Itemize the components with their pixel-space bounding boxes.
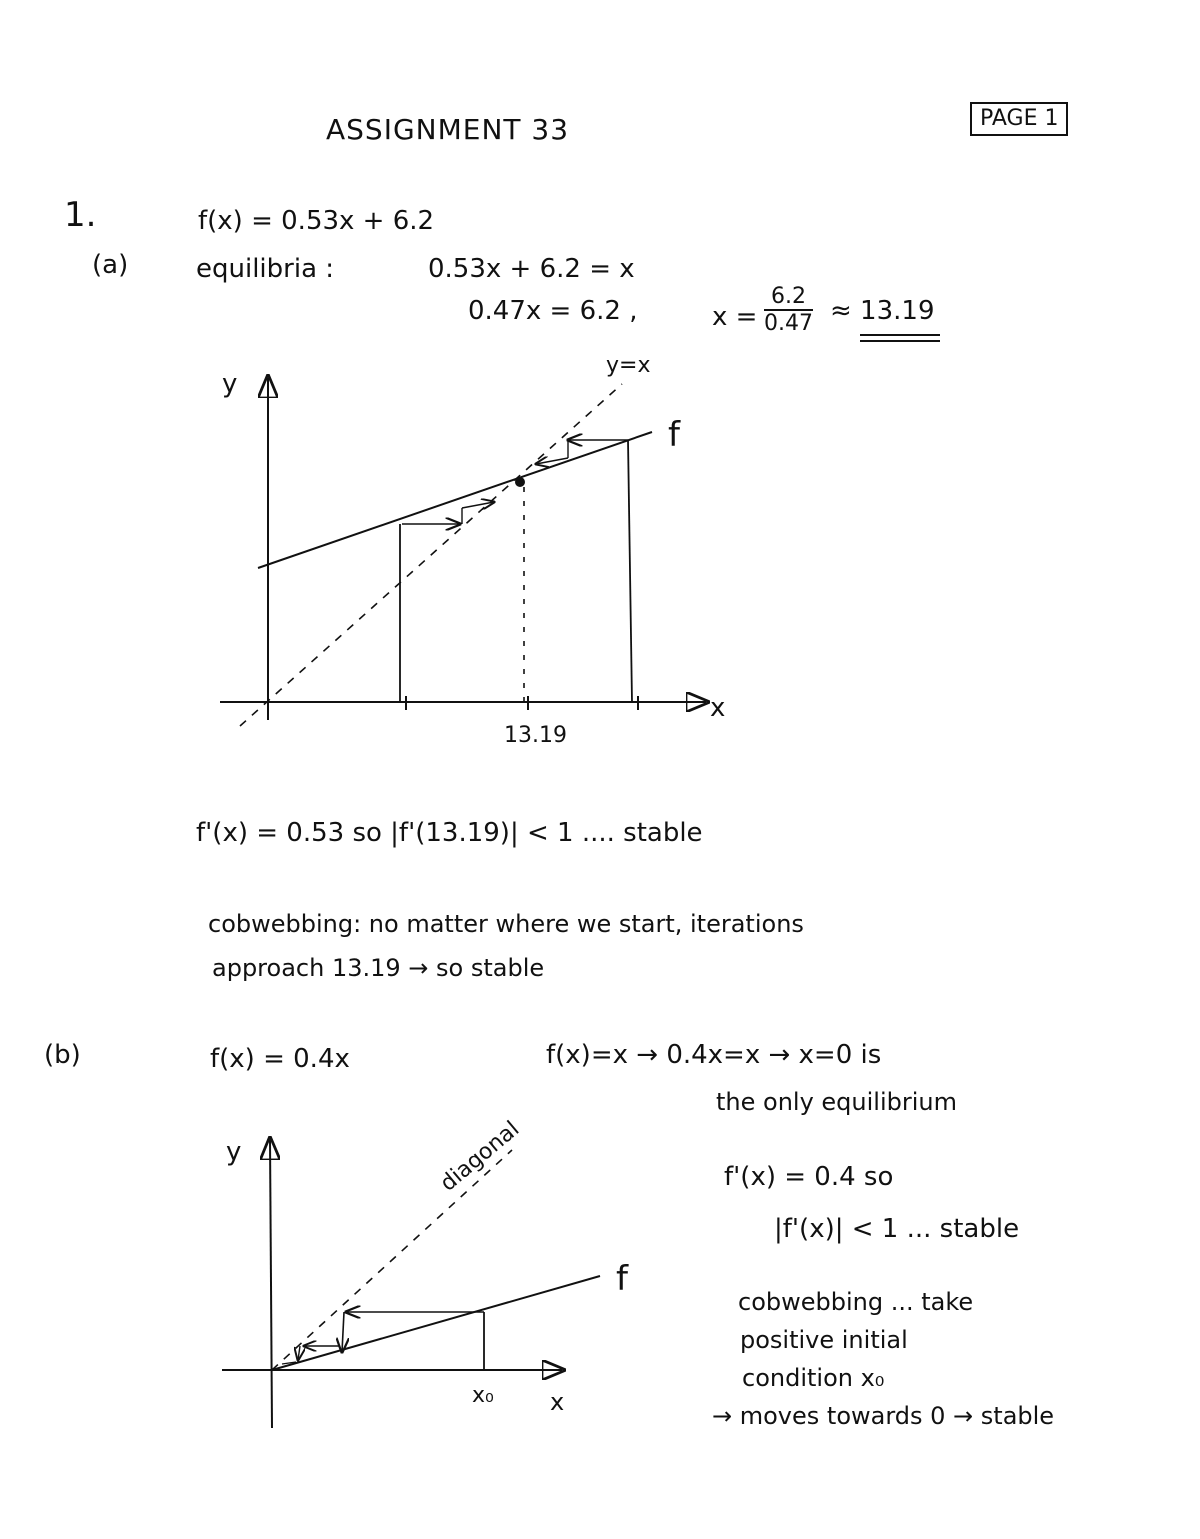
diagonal-line-b: [272, 1150, 512, 1370]
x0-label: x₀: [472, 1383, 494, 1408]
part-a-label: (a): [92, 250, 129, 280]
cobweb-note-a-line1: cobwebbing: no matter where we start, iterations: [208, 910, 804, 938]
part-b-only-equilibrium: the only equilibrium: [716, 1088, 957, 1116]
derivative-statement-a: f'(x) = 0.53 so |f'(13.19)| < 1 .... stable: [196, 818, 703, 848]
page-title: ASSIGNMENT 33: [326, 113, 570, 146]
problem-function: f(x) = 0.53x + 6.2: [198, 206, 435, 236]
part-b-cobweb-line2: positive initial: [740, 1326, 908, 1354]
diagonal-label-b: diagonal: [435, 1116, 525, 1197]
page-number-box: PAGE 1: [970, 102, 1068, 136]
part-b-derivative: f'(x) = 0.4 so: [724, 1162, 894, 1192]
f-label-b: f: [616, 1259, 628, 1299]
part-b-cobweb-line3: condition x₀: [742, 1364, 885, 1392]
equilibrium-equation: 0.53x + 6.2 = x: [428, 254, 635, 284]
fraction-denominator: 0.47: [764, 311, 813, 336]
part-b-cobweb-line4: → moves towards 0 → stable: [712, 1402, 1055, 1430]
f-line-b: [272, 1276, 600, 1370]
cobweb-arrow-b4: [298, 1346, 300, 1360]
part-b-label: (b): [44, 1040, 81, 1070]
cobweb-note-a-line2: approach 13.19 → so stable: [212, 954, 545, 982]
equilibrium-tick-label: 13.19: [504, 723, 567, 748]
part-b-equilibrium-equation: f(x)=x → 0.4x=x → x=0 is: [546, 1040, 882, 1070]
equilibrium-value: ≈ 13.19: [830, 296, 935, 326]
x-axis-label-a: x: [710, 693, 726, 723]
x-axis-label-b: x: [550, 1388, 565, 1416]
equilibria-label: equilibria :: [196, 254, 335, 284]
x-solution-prefix: x =: [712, 302, 758, 332]
y-axis-label-b: y: [226, 1137, 242, 1167]
y-axis-b: [270, 1140, 272, 1428]
y-axis-label-a: y: [222, 369, 238, 399]
part-b-stability: |f'(x)| < 1 ... stable: [774, 1214, 1020, 1244]
problem-number: 1.: [64, 195, 97, 235]
fraction-numerator: 6.2: [764, 284, 813, 311]
f-label-a: f: [668, 415, 680, 455]
part-b-function: f(x) = 0.4x: [210, 1044, 350, 1074]
cobweb-arrow-b2: [342, 1312, 344, 1352]
part-b-cobweb-line1: cobwebbing ... take: [738, 1288, 974, 1316]
equilibrium-simplified: 0.47x = 6.2 ,: [468, 296, 638, 326]
diagonal-label-a: y=x: [606, 353, 651, 378]
